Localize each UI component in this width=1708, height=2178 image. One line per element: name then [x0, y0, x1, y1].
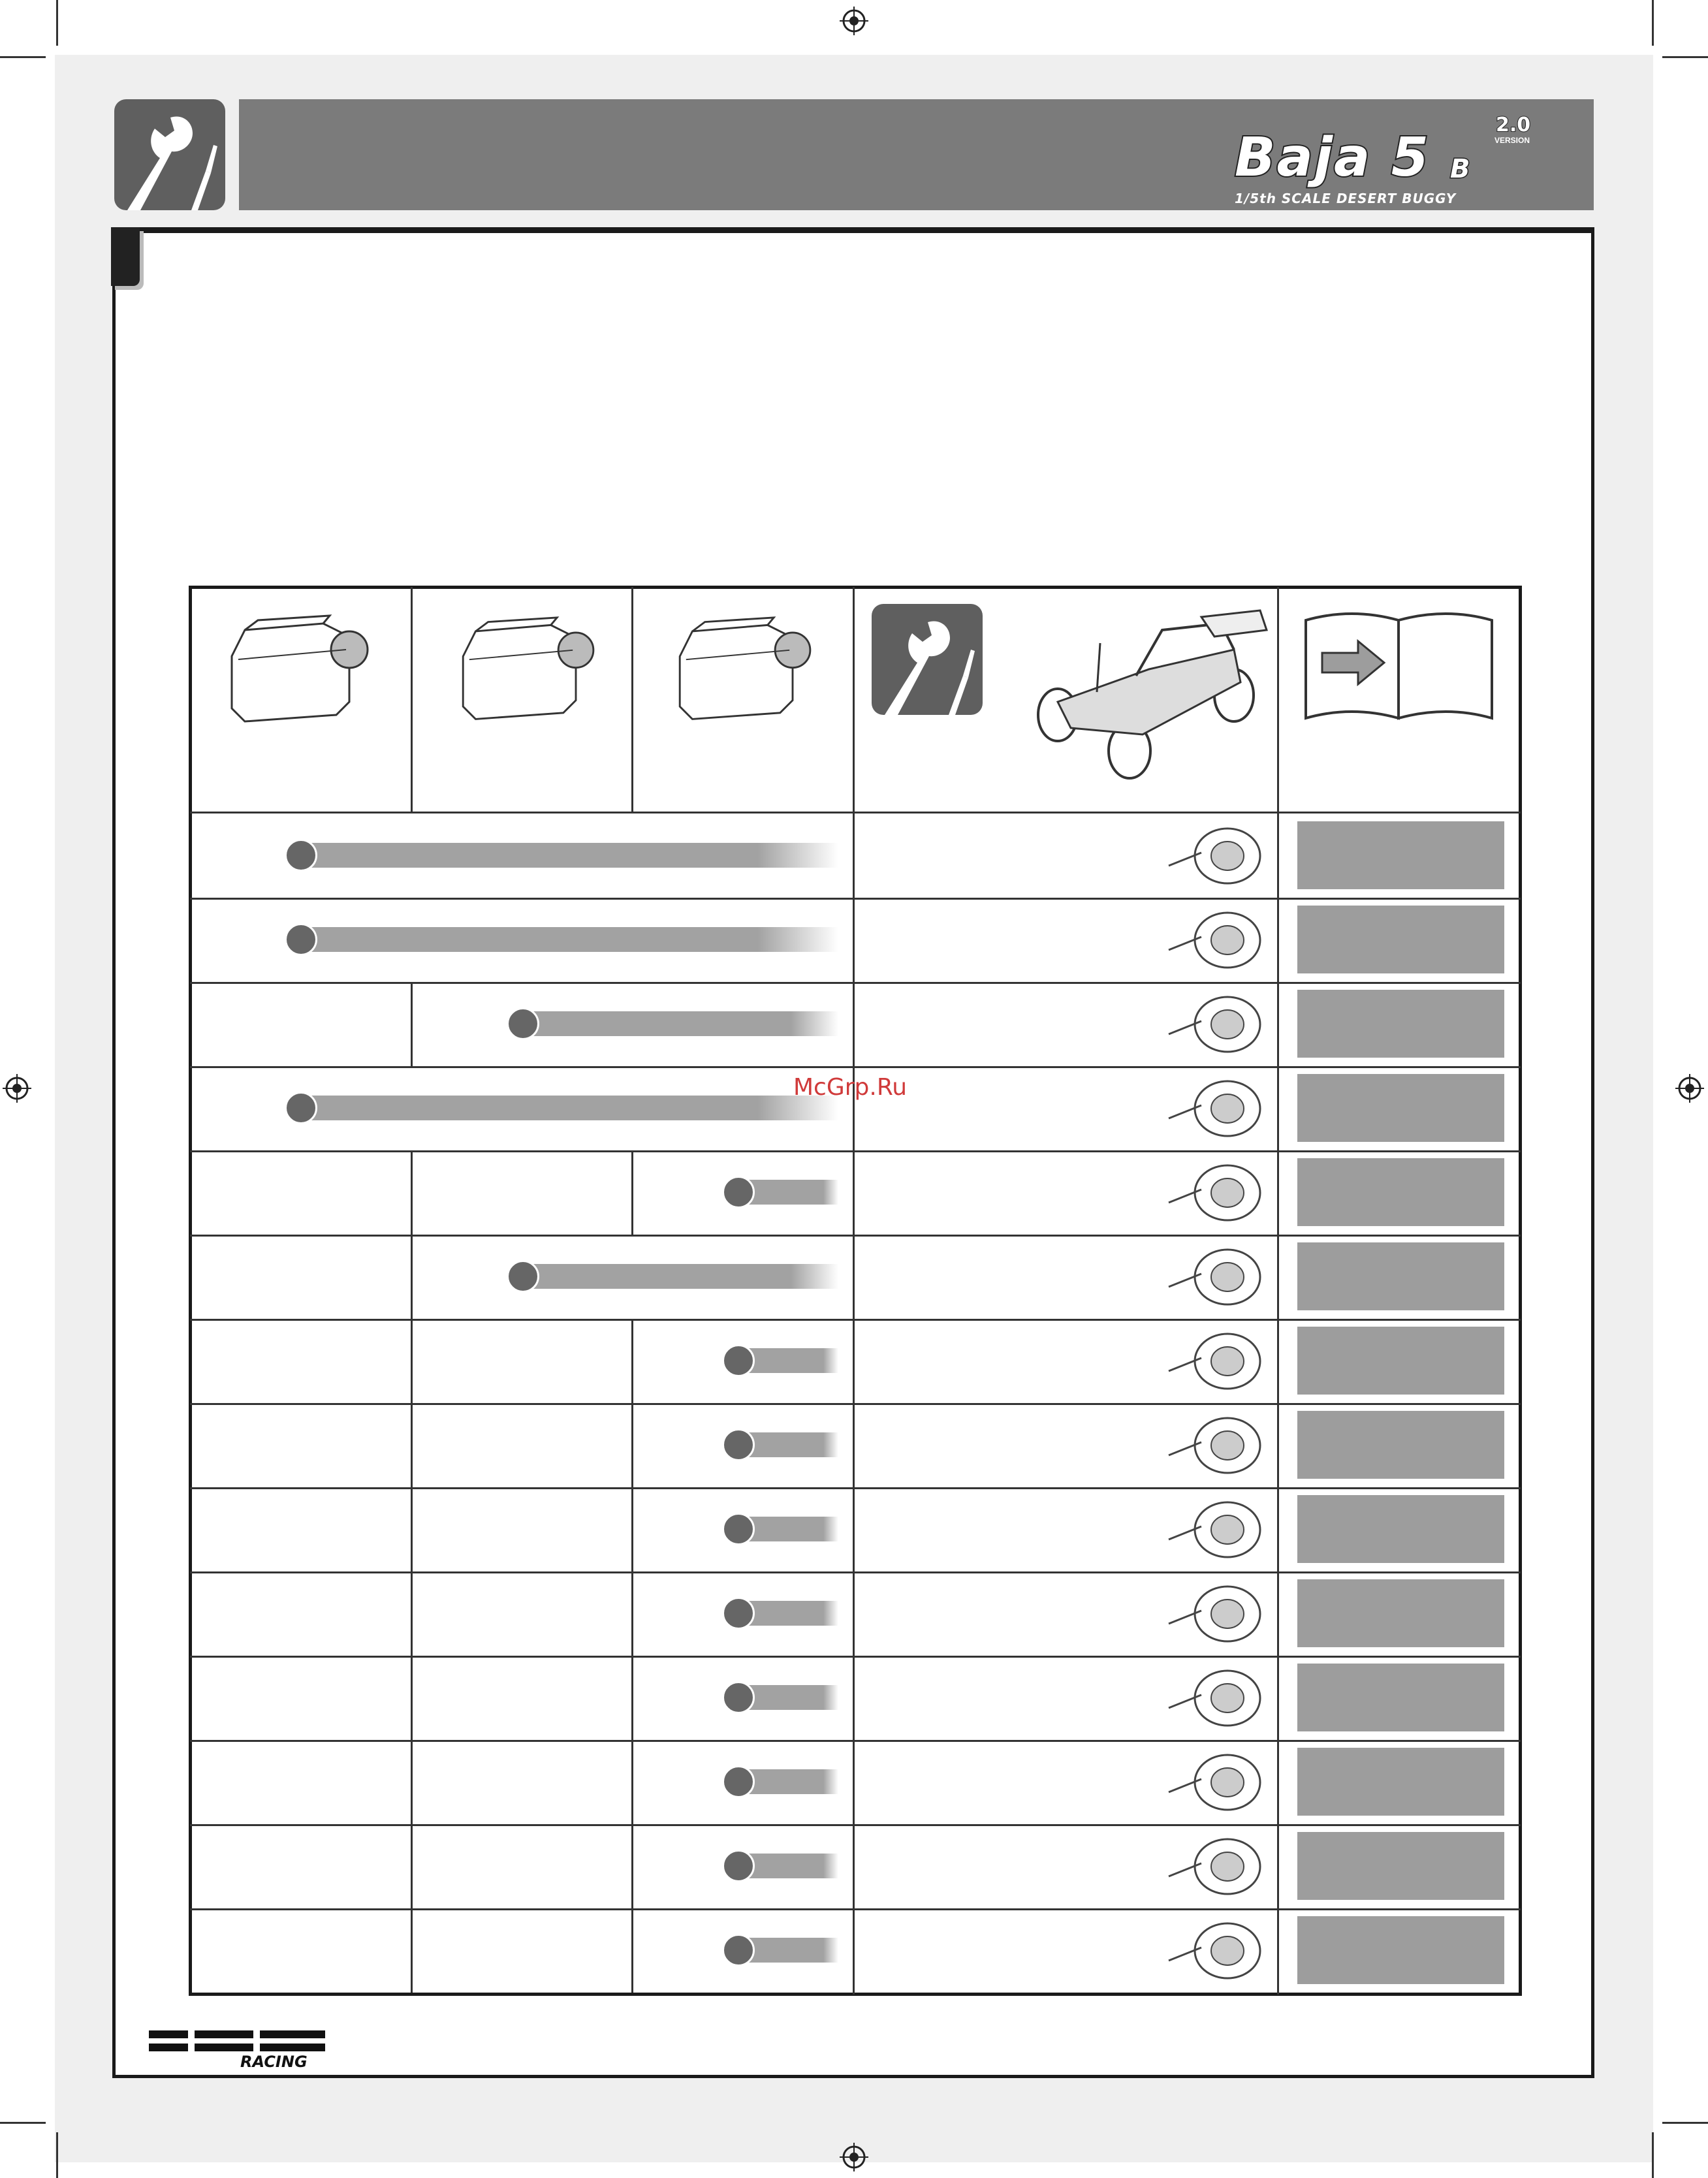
fuel-tank-icon	[451, 597, 607, 728]
tools-badge-small	[872, 604, 983, 715]
column-divider	[631, 1908, 633, 1993]
page-reference-box	[1297, 1495, 1504, 1563]
page-reference-box	[1297, 1748, 1504, 1816]
logo-subtitle: 1/5th SCALE DESERT BUGGY	[1235, 191, 1457, 206]
row-divider	[190, 1571, 1521, 1573]
spark-plug-icon	[1130, 1915, 1267, 1986]
row-divider	[190, 1235, 1521, 1237]
registration-mark-icon	[840, 2143, 868, 2171]
interval-marker	[722, 1344, 755, 1377]
column-divider	[631, 1150, 633, 1235]
column-divider	[411, 587, 413, 813]
page-reference-box	[1297, 1664, 1504, 1731]
book-arrow-icon	[1303, 607, 1495, 725]
tools-badge	[114, 99, 225, 210]
column-divider	[411, 982, 413, 1066]
column-divider	[631, 1571, 633, 1656]
registration-mark-icon	[1675, 1074, 1704, 1103]
row-divider	[190, 1740, 1521, 1742]
interval-bar	[522, 1011, 838, 1036]
interval-marker	[507, 1007, 539, 1040]
page-reference-box	[1297, 1158, 1504, 1226]
page-reference-box	[1297, 1832, 1504, 1900]
column-divider	[853, 587, 855, 1995]
column-divider	[631, 1824, 633, 1908]
interval-bar	[300, 927, 838, 952]
row-divider	[190, 1403, 1521, 1405]
engine-mount-icon	[1130, 1073, 1267, 1144]
engine-icon	[1130, 1831, 1267, 1902]
interval-marker	[722, 1765, 755, 1798]
header-bar	[239, 99, 1594, 210]
clutch-shoe-icon	[1130, 1325, 1267, 1397]
interval-marker	[722, 1176, 755, 1208]
column-divider	[631, 587, 633, 813]
row-divider	[190, 1150, 1521, 1152]
row-divider	[190, 982, 1521, 984]
differential-icon	[1130, 1578, 1267, 1649]
crop-mark	[0, 56, 46, 58]
page-reference-box	[1297, 1411, 1504, 1479]
interval-marker	[722, 1513, 755, 1545]
column-divider	[631, 1487, 633, 1571]
air-filter-icon	[1130, 988, 1267, 1060]
interval-marker	[722, 1597, 755, 1630]
column-divider	[411, 1487, 413, 1571]
fuel-tank-icon	[219, 597, 382, 728]
wrench-screwdriver-icon	[872, 604, 983, 715]
page-reference-box	[1297, 1916, 1504, 1984]
hpi-racing-logo	[149, 2024, 325, 2070]
column-divider	[631, 1740, 633, 1824]
column-divider	[411, 1235, 413, 1319]
column-divider	[411, 1403, 413, 1487]
column-divider	[1277, 587, 1279, 1995]
column-divider	[631, 1319, 633, 1403]
logo-brand: Baja 5	[1235, 127, 1430, 189]
interval-bar	[522, 1264, 838, 1289]
row-divider	[190, 1656, 1521, 1658]
column-divider	[411, 1908, 413, 1993]
header-divider	[190, 812, 1521, 813]
interval-marker	[722, 1681, 755, 1714]
page-reference-box	[1297, 990, 1504, 1058]
crop-mark	[1662, 2122, 1708, 2124]
crop-mark	[1662, 56, 1708, 58]
row-divider	[190, 898, 1521, 900]
row-divider	[190, 1066, 1521, 1068]
page-reference-box	[1297, 906, 1504, 973]
registration-mark-icon	[840, 7, 868, 35]
row-divider	[190, 1824, 1521, 1826]
tire-icon	[1130, 1157, 1267, 1228]
transmitter-icon	[1130, 1746, 1267, 1818]
interval-marker	[722, 1934, 755, 1966]
logo-brand-suffix: B	[1450, 154, 1470, 184]
crop-mark	[0, 2122, 46, 2124]
section-tab	[111, 227, 140, 286]
crop-mark	[1652, 2132, 1654, 2178]
fuel-tank-icon	[667, 597, 824, 728]
page-reference-box	[1297, 1327, 1504, 1395]
spur-gear-icon	[1130, 1241, 1267, 1312]
row-divider	[190, 1908, 1521, 1910]
column-divider	[631, 1656, 633, 1740]
row-divider	[190, 1487, 1521, 1489]
radio-box-icon	[1130, 904, 1267, 975]
watermark-text: McGrp.Ru	[793, 1074, 908, 1101]
crop-mark	[56, 2132, 58, 2178]
crop-mark	[56, 0, 58, 46]
column-divider	[411, 1319, 413, 1403]
chassis-icon	[1130, 820, 1267, 891]
row-divider	[190, 1319, 1521, 1321]
buggy-icon	[1019, 604, 1273, 780]
interval-marker	[507, 1260, 539, 1293]
interval-marker	[722, 1850, 755, 1882]
column-divider	[411, 1571, 413, 1656]
registration-mark-icon	[3, 1074, 31, 1103]
interval-marker	[285, 839, 317, 872]
column-divider	[411, 1824, 413, 1908]
interval-marker	[285, 1092, 317, 1124]
page-reference-box	[1297, 821, 1504, 889]
logo-version-number: 2.0	[1496, 114, 1531, 136]
crop-mark	[1652, 0, 1654, 46]
interval-bar	[300, 1096, 838, 1120]
wrench-screwdriver-icon	[114, 99, 225, 210]
column-divider	[411, 1150, 413, 1235]
fuel-tank-icon	[1130, 1662, 1267, 1733]
shock-absorber-icon	[1130, 1494, 1267, 1565]
svg-text:RACING: RACING	[240, 2053, 308, 2070]
column-divider	[411, 1740, 413, 1824]
baja-5b-logo	[1235, 114, 1535, 206]
logo-version-label: VERSION	[1494, 136, 1530, 145]
interval-bar	[300, 843, 838, 868]
page-reference-box	[1297, 1579, 1504, 1647]
page-reference-box	[1297, 1074, 1504, 1142]
column-divider	[411, 1656, 413, 1740]
interval-marker	[285, 923, 317, 956]
interval-marker	[722, 1428, 755, 1461]
brake-disc-icon	[1130, 1410, 1267, 1481]
page-reference-box	[1297, 1242, 1504, 1310]
column-divider	[631, 1403, 633, 1487]
